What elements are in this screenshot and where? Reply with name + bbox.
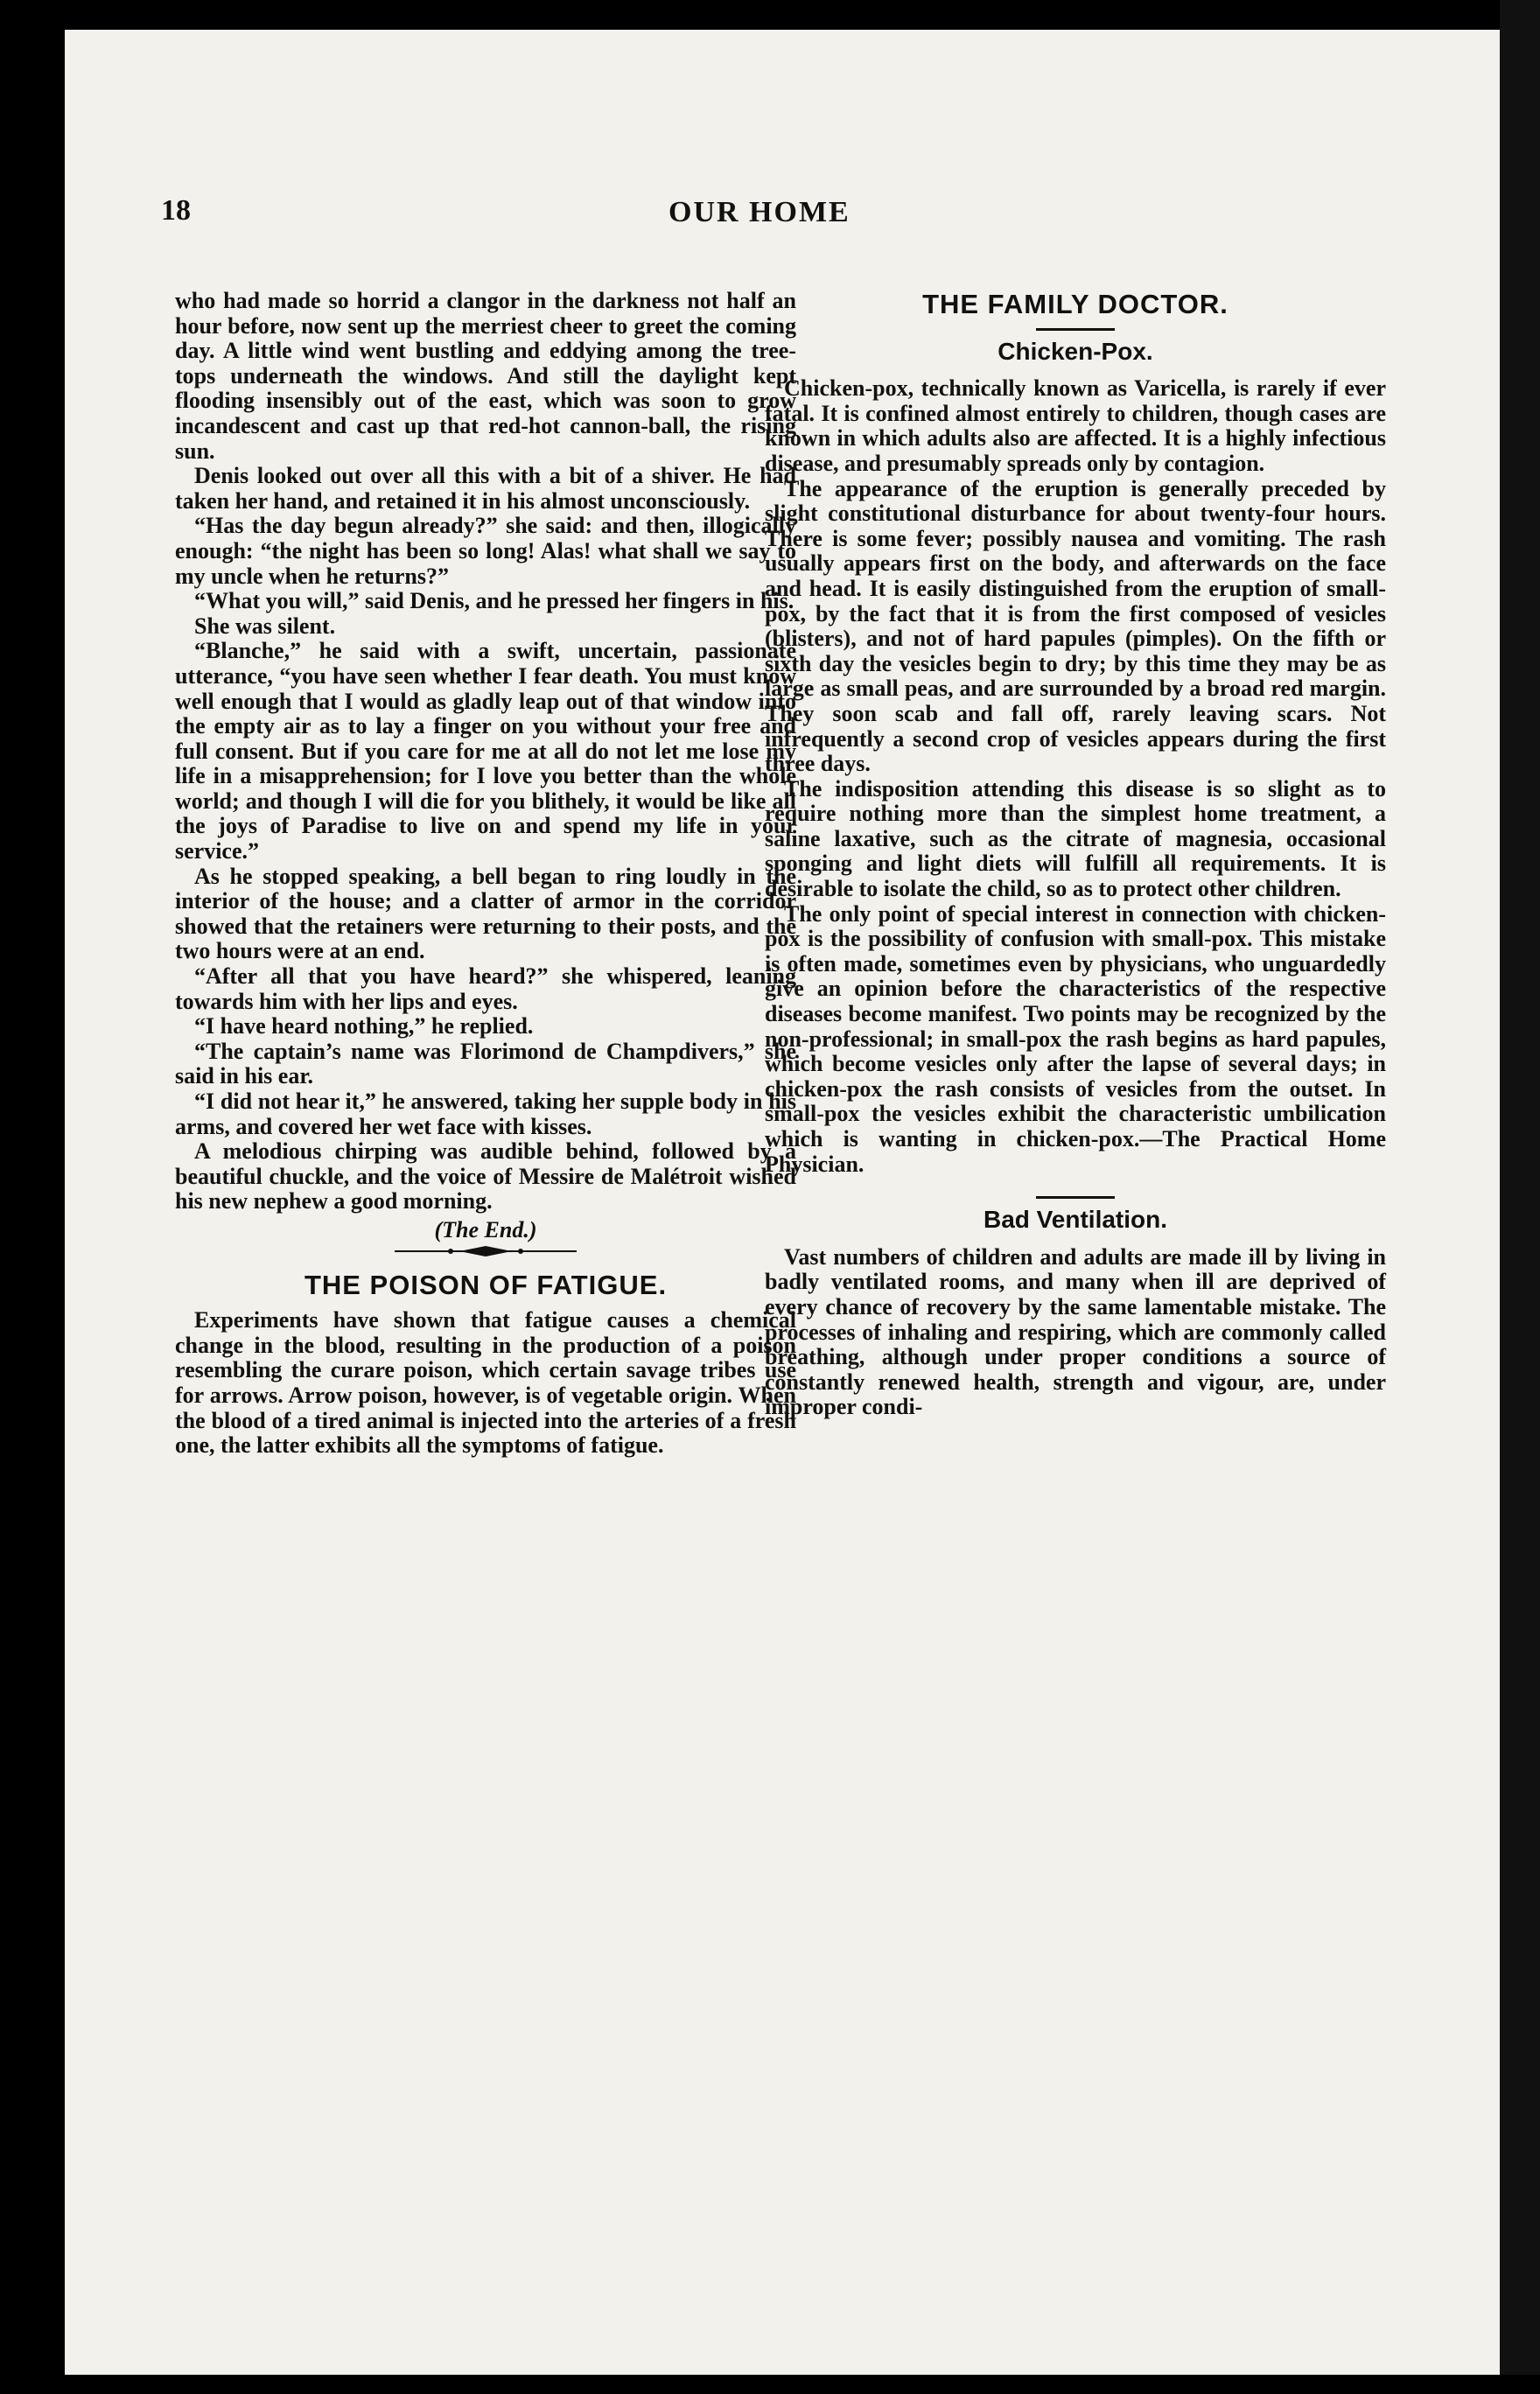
right-column xyxy=(765,289,1386,1420)
family-doctor-heading: THE FAMILY DOCTOR. xyxy=(922,289,1228,319)
story-paragraph: “Has the day begun already?” she said: and then, illogically enough: “the night has been so long! Alas! what shall we say to my uncle when he returns?” xyxy=(175,513,796,589)
story-paragraph: As he stopped speaking, a bell began to ring loudly in the interior of the house; and a clatter of armor in the corridor showed that the retainers were returning to their posts, and the two hours were at an end. xyxy=(175,863,796,964)
story-paragraph: Denis looked out over all this with a bit of a shiver. He had taken her hand, and retained it in his almost unconsciously. xyxy=(175,463,796,514)
story-paragraph: who had made so horrid a clangor in the darkness not half an hour before, now sent up the merriest cheer to greet the coming day. A little wind went bustling and eddying among the tree-tops underneath the windows. And still the daylight kept flooding insensibly out of the east, which was soon to grow incandescent and cast up that red-hot cannon-ball, the rising sun. xyxy=(175,288,796,464)
chickenpox-heading: Chicken-Pox. xyxy=(998,337,1153,365)
story-end-mark: (The End.) xyxy=(434,1216,537,1242)
story-paragraph: “After all that you have heard?” she whispered, leaning towards him with her lips and eyes. xyxy=(175,963,796,1014)
chickenpox-paragraph: Chicken-pox, technically known as Varicella, is rarely if ever fatal. It is confined almost entirely to children, though cases are known in which adults also are affected. It is a highly infectious disease, and presumably spreads only by contagion. xyxy=(765,375,1386,476)
chickenpox-paragraph: The only point of special interest in connection with chicken-pox is the possibility of confusion with small-pox. This mistake is often made, sometimes even by physicians, who unguardedly give an opinion before the characteristics of the respective diseases become manifest. Two points may be recognized by the non-professional; in small-pox the rash begins as hard papules, which become vesicles only after the lapse of several days; in chicken-pox the rash consists of vesicles from the outset. In small-pox the vesicles exhibit the characteristic umbilication which is wanting in chicken-pox.—The Practical Home Physician. xyxy=(765,900,1386,1177)
page-number: 18 xyxy=(161,194,191,227)
fatigue-heading: THE POISON OF FATIGUE. xyxy=(304,1269,668,1300)
section-rule xyxy=(1036,1196,1115,1199)
ornamental-divider xyxy=(389,1245,582,1257)
running-head xyxy=(161,194,1404,238)
story-paragraph: A melodious chirping was audible behind, followed by a beautiful chuckle, and the voice of Messire de Malétroit wished his new nephew a good morning. xyxy=(175,1138,796,1214)
story-paragraph: “What you will,” said Denis, and he pressed her fingers in his. xyxy=(194,588,794,614)
fatigue-paragraph: Experiments have shown that fatigue causes a chemical change in the blood, resulting in the production of a poison resembling the curare poison, which certain savage tribes use for arrows. Arrow poison, however, is of vegetable origin. When the blood of a tired animal is injected into the arteries of a fresh one, the latter exhibits all the symptoms of fatigue. xyxy=(175,1307,796,1459)
story-paragraph: “The captain’s name was Florimond de Champdivers,” she said in his ear. xyxy=(175,1038,796,1089)
scan-edge-right xyxy=(1500,0,1540,2394)
journal-page xyxy=(65,30,1500,2375)
ventilation-paragraph: Vast numbers of children and adults are made ill by living in badly ventilated rooms, and many when ill are deprived of every chance of recovery by the same lamentable mistake. The processes of inhaling and respiring, which are commonly called breathing, although under proper conditions a source of constantly renewed health, strength and vigour, are, under improper condi- xyxy=(765,1243,1386,1420)
scan-edge-bottom xyxy=(0,2375,1540,2394)
story-paragraph: “I did not hear it,” he answered, taking her supple body in his arms, and covered her wet face with kisses. xyxy=(175,1088,796,1139)
heading-rule xyxy=(1036,328,1115,331)
ventilation-heading: Bad Ventilation. xyxy=(983,1206,1168,1234)
story-paragraph: “Blanche,” he said with a swift, uncertain, passionate utterance, “you have seen whether I fear death. You must know well enough that I would as gladly leap out of that window into the empty air as to lay a finger on you without your free and full consent. But if you care for me at all do not let me lose my life in a misapprehension; for I love you better than the whole world; and though I will die for you blithely, it would be like all the joys of Paradise to live on and spend my life in your service.” xyxy=(175,638,796,864)
left-column xyxy=(175,289,796,1459)
chickenpox-paragraph: The indisposition attending this disease is so slight as to require nothing more than the simplest home treatment, a saline laxative, such as the citrate of magnesia, occasional sponging and light diets will fulfill all requirements. It is desirable to isolate the child, so as to protect other children. xyxy=(765,775,1386,902)
journal-title: OUR HOME xyxy=(668,196,850,228)
story-paragraph: She was silent. xyxy=(194,612,336,639)
story-paragraph: “I have heard nothing,” he replied. xyxy=(194,1013,534,1040)
chickenpox-paragraph: The appearance of the eruption is generally preceded by slight constitutional disturbance for about twenty-four hours. There is some fever; possibly nausea and vomiting. The rash usually appears first on the body, and afterwards on the face and head. It is easily distinguished from the eruption of small-pox, by the fact that it is from the first composed of vesicles (blisters), and not of hard papules (pimples). On the fifth or sixth day the vesicles begin to dry; by this time they may be as large as small peas, and are surrounded by a broad red margin. They soon scab and fall off, rarely leaving scars. Not infrequently a second crop of vesicles appears during the first three days. xyxy=(765,475,1386,777)
